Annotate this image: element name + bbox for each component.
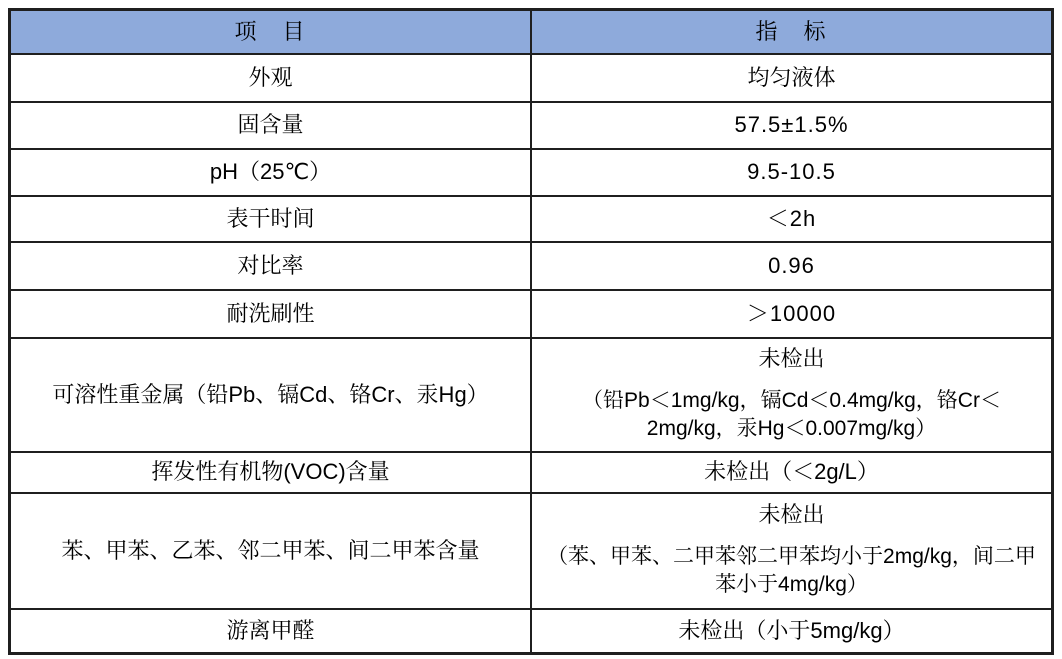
item-cell: 可溶性重金属（铅Pb、镉Cd、铬Cr、汞Hg）	[10, 338, 532, 452]
value-cell	[531, 493, 1053, 609]
item-cell: 耐洗刷性	[10, 290, 532, 338]
table-row-contrast-ratio	[10, 242, 1053, 290]
item-cell: 游离甲醛	[10, 609, 532, 654]
item-cell: pH（25℃）	[10, 149, 532, 196]
value-cell: ＜2h	[531, 196, 1053, 242]
value-cell: 0.96	[531, 242, 1053, 290]
table-row-heavy-metals	[10, 338, 1053, 452]
table-header-row	[10, 10, 1053, 54]
header-indicator-cell: 指 标	[531, 10, 1053, 54]
value-note-text: （苯、甲苯、二甲苯邻二甲苯均小于2mg/kg，间二甲苯小于4mg/kg）	[547, 544, 1036, 597]
table-row-solid-content	[10, 102, 1053, 149]
item-cell: 表干时间	[10, 196, 532, 242]
value-cell: 9.5-10.5	[531, 149, 1053, 196]
header-item-cell: 项 目	[10, 10, 532, 54]
table-row-benzene	[10, 493, 1053, 609]
item-cell: 挥发性有机物(VOC)含量	[10, 452, 532, 493]
value-note-text: （铅Pb＜1mg/kg，镉Cd＜0.4mg/kg，铬Cr＜2mg/kg，汞Hg＜0.007mg/kg）	[582, 388, 1001, 441]
value-main-text: 未检出	[758, 502, 825, 528]
item-cell: 固含量	[10, 102, 532, 149]
spec-table	[8, 8, 1054, 655]
item-cell: 苯、甲苯、乙苯、邻二甲苯、间二甲苯含量	[10, 493, 532, 609]
value-cell: 均匀液体	[531, 54, 1053, 102]
table-row-surface-dry-time	[10, 196, 1053, 242]
value-cell: 57.5±1.5%	[531, 102, 1053, 149]
value-cell: ＞10000	[531, 290, 1053, 338]
value-main-text: 未检出	[758, 346, 825, 372]
item-cell: 外观	[10, 54, 532, 102]
table-row-free-formaldehyde	[10, 609, 1053, 654]
table-row-ph	[10, 149, 1053, 196]
value-cell: 未检出（＜2g/L）	[531, 452, 1053, 493]
table-row-scrub-resistance	[10, 290, 1053, 338]
table-row-appearance	[10, 54, 1053, 102]
value-cell	[531, 338, 1053, 452]
item-cell: 对比率	[10, 242, 532, 290]
value-cell: 未检出（小于5mg/kg）	[531, 609, 1053, 654]
table-row-voc	[10, 452, 1053, 493]
